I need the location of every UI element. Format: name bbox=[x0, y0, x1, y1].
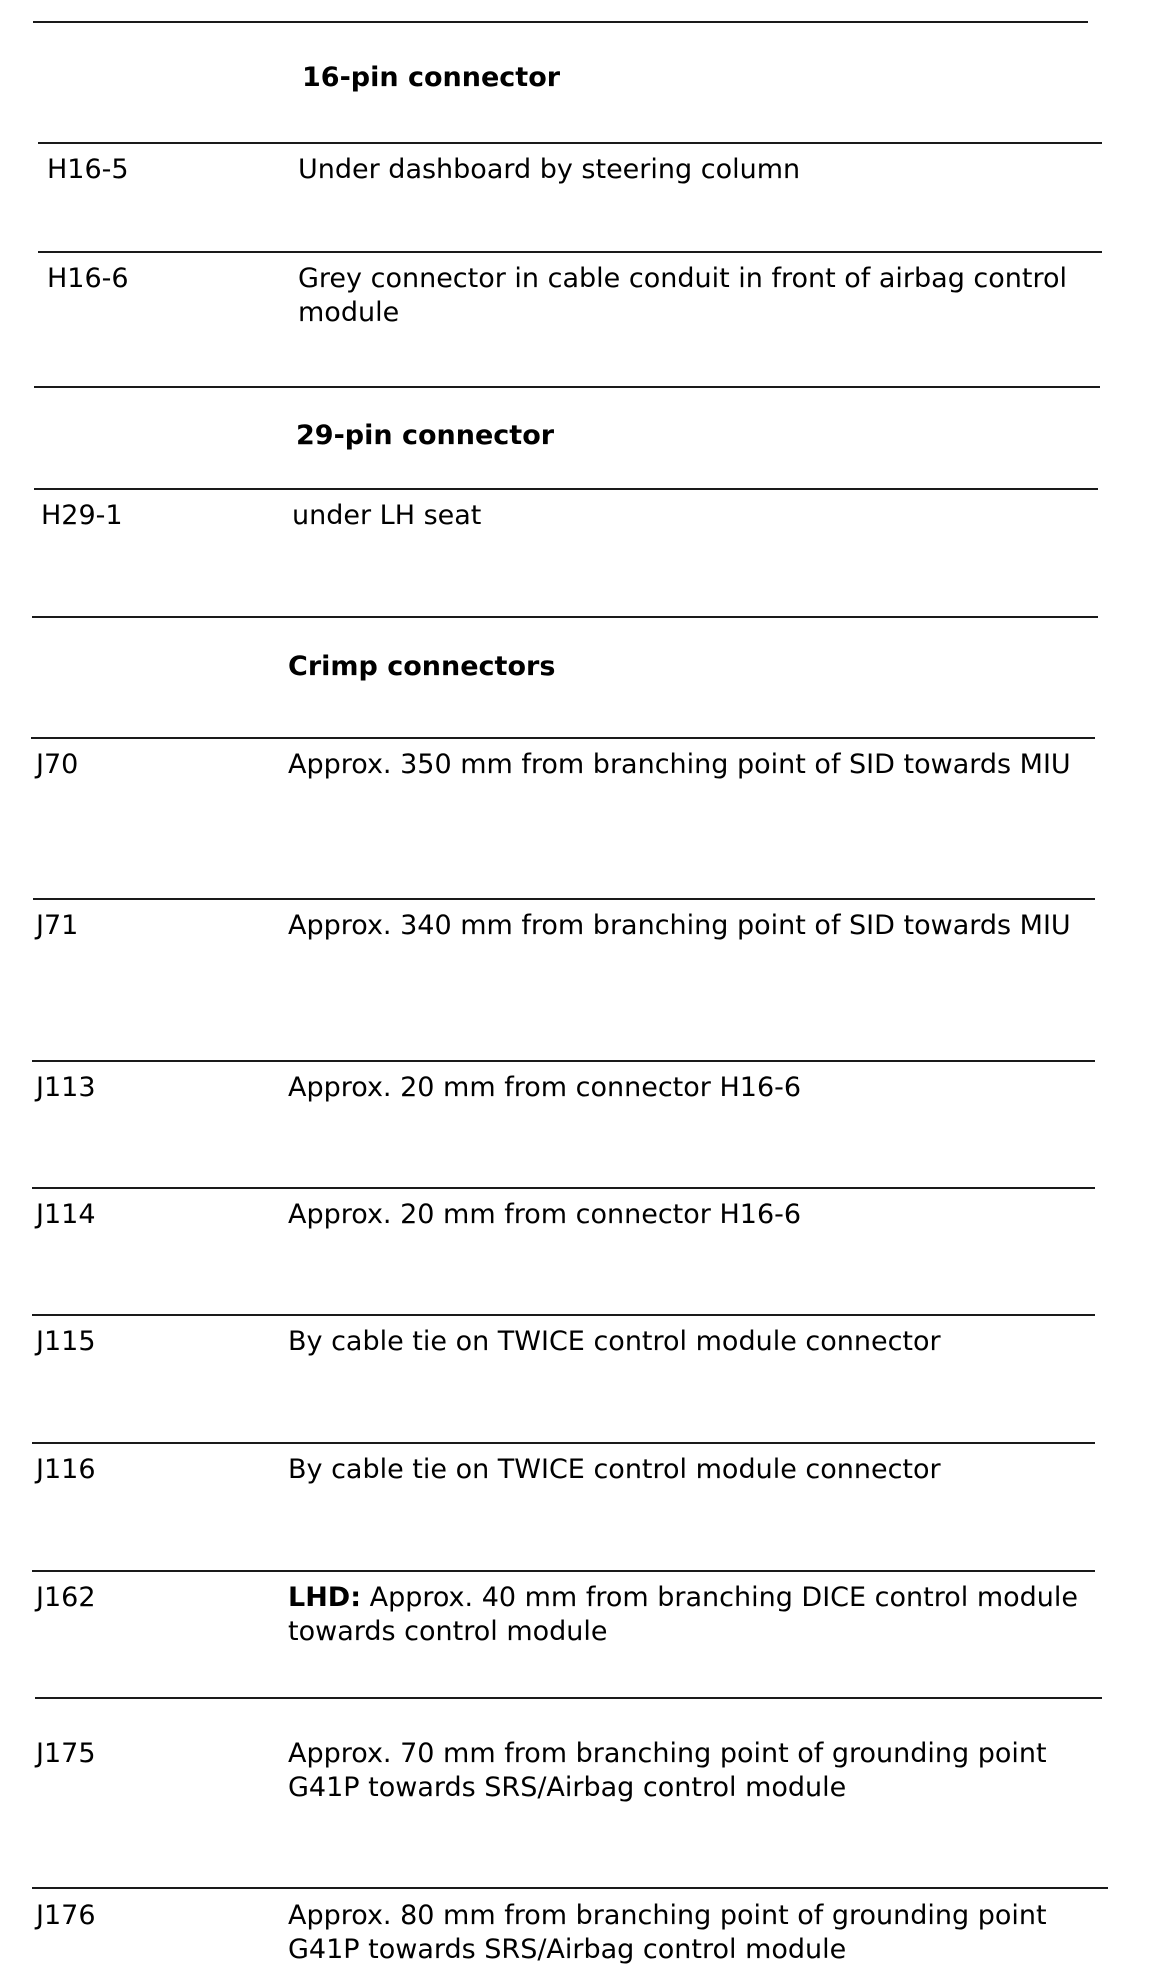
table-rule bbox=[34, 386, 1100, 388]
connector-id: J162 bbox=[36, 1582, 96, 1613]
connector-id: J115 bbox=[36, 1326, 96, 1357]
connector-id: J70 bbox=[36, 749, 79, 780]
connector-location: Approx. 70 mm from branching point of grounding point G41P towards SRS/Airbag control module bbox=[288, 1738, 1047, 1803]
connector-id: J71 bbox=[36, 910, 79, 941]
table-rule bbox=[33, 898, 1095, 900]
table-rule-top bbox=[33, 21, 1088, 23]
connector-location: under LH seat bbox=[292, 500, 482, 531]
connector-location: Approx. 20 mm from connector H16-6 bbox=[288, 1199, 802, 1230]
connector-location: By cable tie on TWICE control module connector bbox=[288, 1326, 941, 1357]
table-rule bbox=[38, 251, 1102, 253]
table-rule bbox=[32, 1887, 1108, 1889]
table-rule bbox=[35, 1697, 1102, 1699]
table-rule bbox=[34, 488, 1098, 490]
table-rule bbox=[38, 142, 1102, 144]
table-rule bbox=[32, 1060, 1095, 1062]
table-rule bbox=[32, 1187, 1095, 1189]
lhd-label: LHD: bbox=[288, 1582, 362, 1613]
connector-location: Approx. 350 mm from branching point of SID towards MIU bbox=[288, 749, 1071, 780]
connector-location: Approx. 20 mm from connector H16-6 bbox=[288, 1072, 802, 1103]
connector-id: J176 bbox=[36, 1900, 96, 1931]
table-rule bbox=[32, 1570, 1095, 1572]
connector-id: J114 bbox=[36, 1199, 96, 1230]
table-rule bbox=[32, 1314, 1095, 1316]
connector-location: Under dashboard by steering column bbox=[298, 154, 801, 185]
connector-location: Approx. 340 mm from branching point of SID towards MIU bbox=[288, 910, 1071, 941]
connector-location: By cable tie on TWICE control module connector bbox=[288, 1454, 941, 1485]
connector-id: H16-6 bbox=[47, 263, 129, 294]
connector-id: J116 bbox=[36, 1454, 96, 1485]
connector-id: H29-1 bbox=[41, 500, 123, 531]
connector-location: Grey connector in cable conduit in front of airbag control module bbox=[298, 263, 1068, 328]
connector-id: J175 bbox=[36, 1738, 96, 1769]
section-heading-crimp: Crimp connectors bbox=[288, 651, 556, 682]
connector-location: Approx. 80 mm from branching point of grounding point G41P towards SRS/Airbag control module bbox=[288, 1900, 1047, 1965]
section-heading-16-pin: 16-pin connector bbox=[302, 62, 561, 93]
table-rule bbox=[32, 616, 1098, 618]
connector-id: H16-5 bbox=[47, 154, 129, 185]
connector-id: J113 bbox=[36, 1072, 96, 1103]
table-rule bbox=[32, 1442, 1095, 1444]
connector-location bbox=[288, 1581, 1118, 1649]
connector-location-text: Approx. 40 mm from branching DICE control module towards control module bbox=[288, 1582, 1079, 1647]
table-rule bbox=[31, 737, 1095, 739]
section-heading-29-pin: 29-pin connector bbox=[296, 420, 555, 451]
